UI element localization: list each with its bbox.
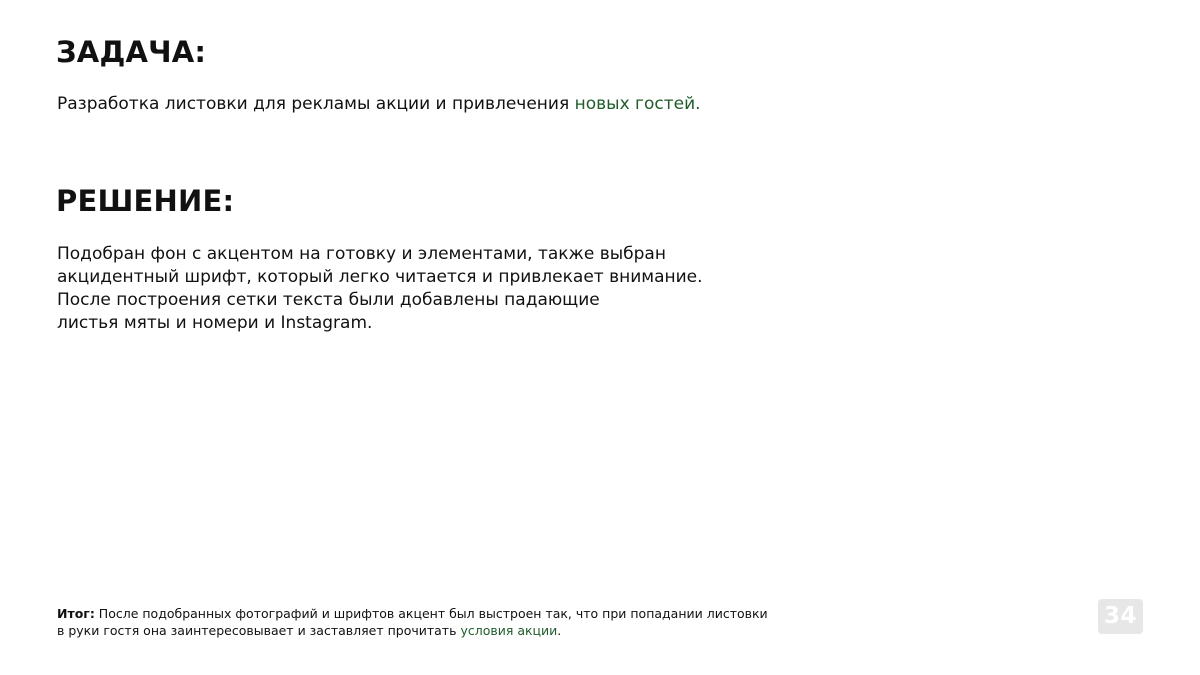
solution-heading: РЕШЕНИЕ: [56, 184, 235, 218]
task-description [57, 93, 701, 116]
solution-line: Подобран фон с акцентом на готовку и элементами, также выбран [57, 244, 666, 264]
task-heading: ЗАДАЧА: [56, 35, 207, 69]
solution-line: После построения сетки текста были добавлены падающие [57, 290, 600, 310]
summary-line [57, 605, 768, 622]
task-highlight: новых гостей. [574, 94, 701, 114]
summary-highlight: условия акции [460, 623, 558, 638]
summary-line [57, 622, 768, 639]
summary-text: После подобранных фотографий и шрифтов акцент был выстроен так, что при попадании листовки [94, 606, 768, 621]
page-number-badge: 34 [1098, 599, 1143, 634]
summary-note [57, 605, 768, 639]
solution-line: акцидентный шрифт, который легко читается и привлекает внимание. [57, 267, 703, 287]
solution-description [57, 243, 703, 335]
summary-end: . [557, 623, 562, 638]
summary-text-continued: в руки гостя она заинтересовывает и заставляет прочитать [57, 623, 461, 638]
summary-label: Итог: [57, 606, 95, 621]
task-text: Разработка листовки для рекламы акции и привлечения [57, 94, 575, 114]
solution-line: листья мяты и номери и Instagram. [57, 313, 373, 333]
